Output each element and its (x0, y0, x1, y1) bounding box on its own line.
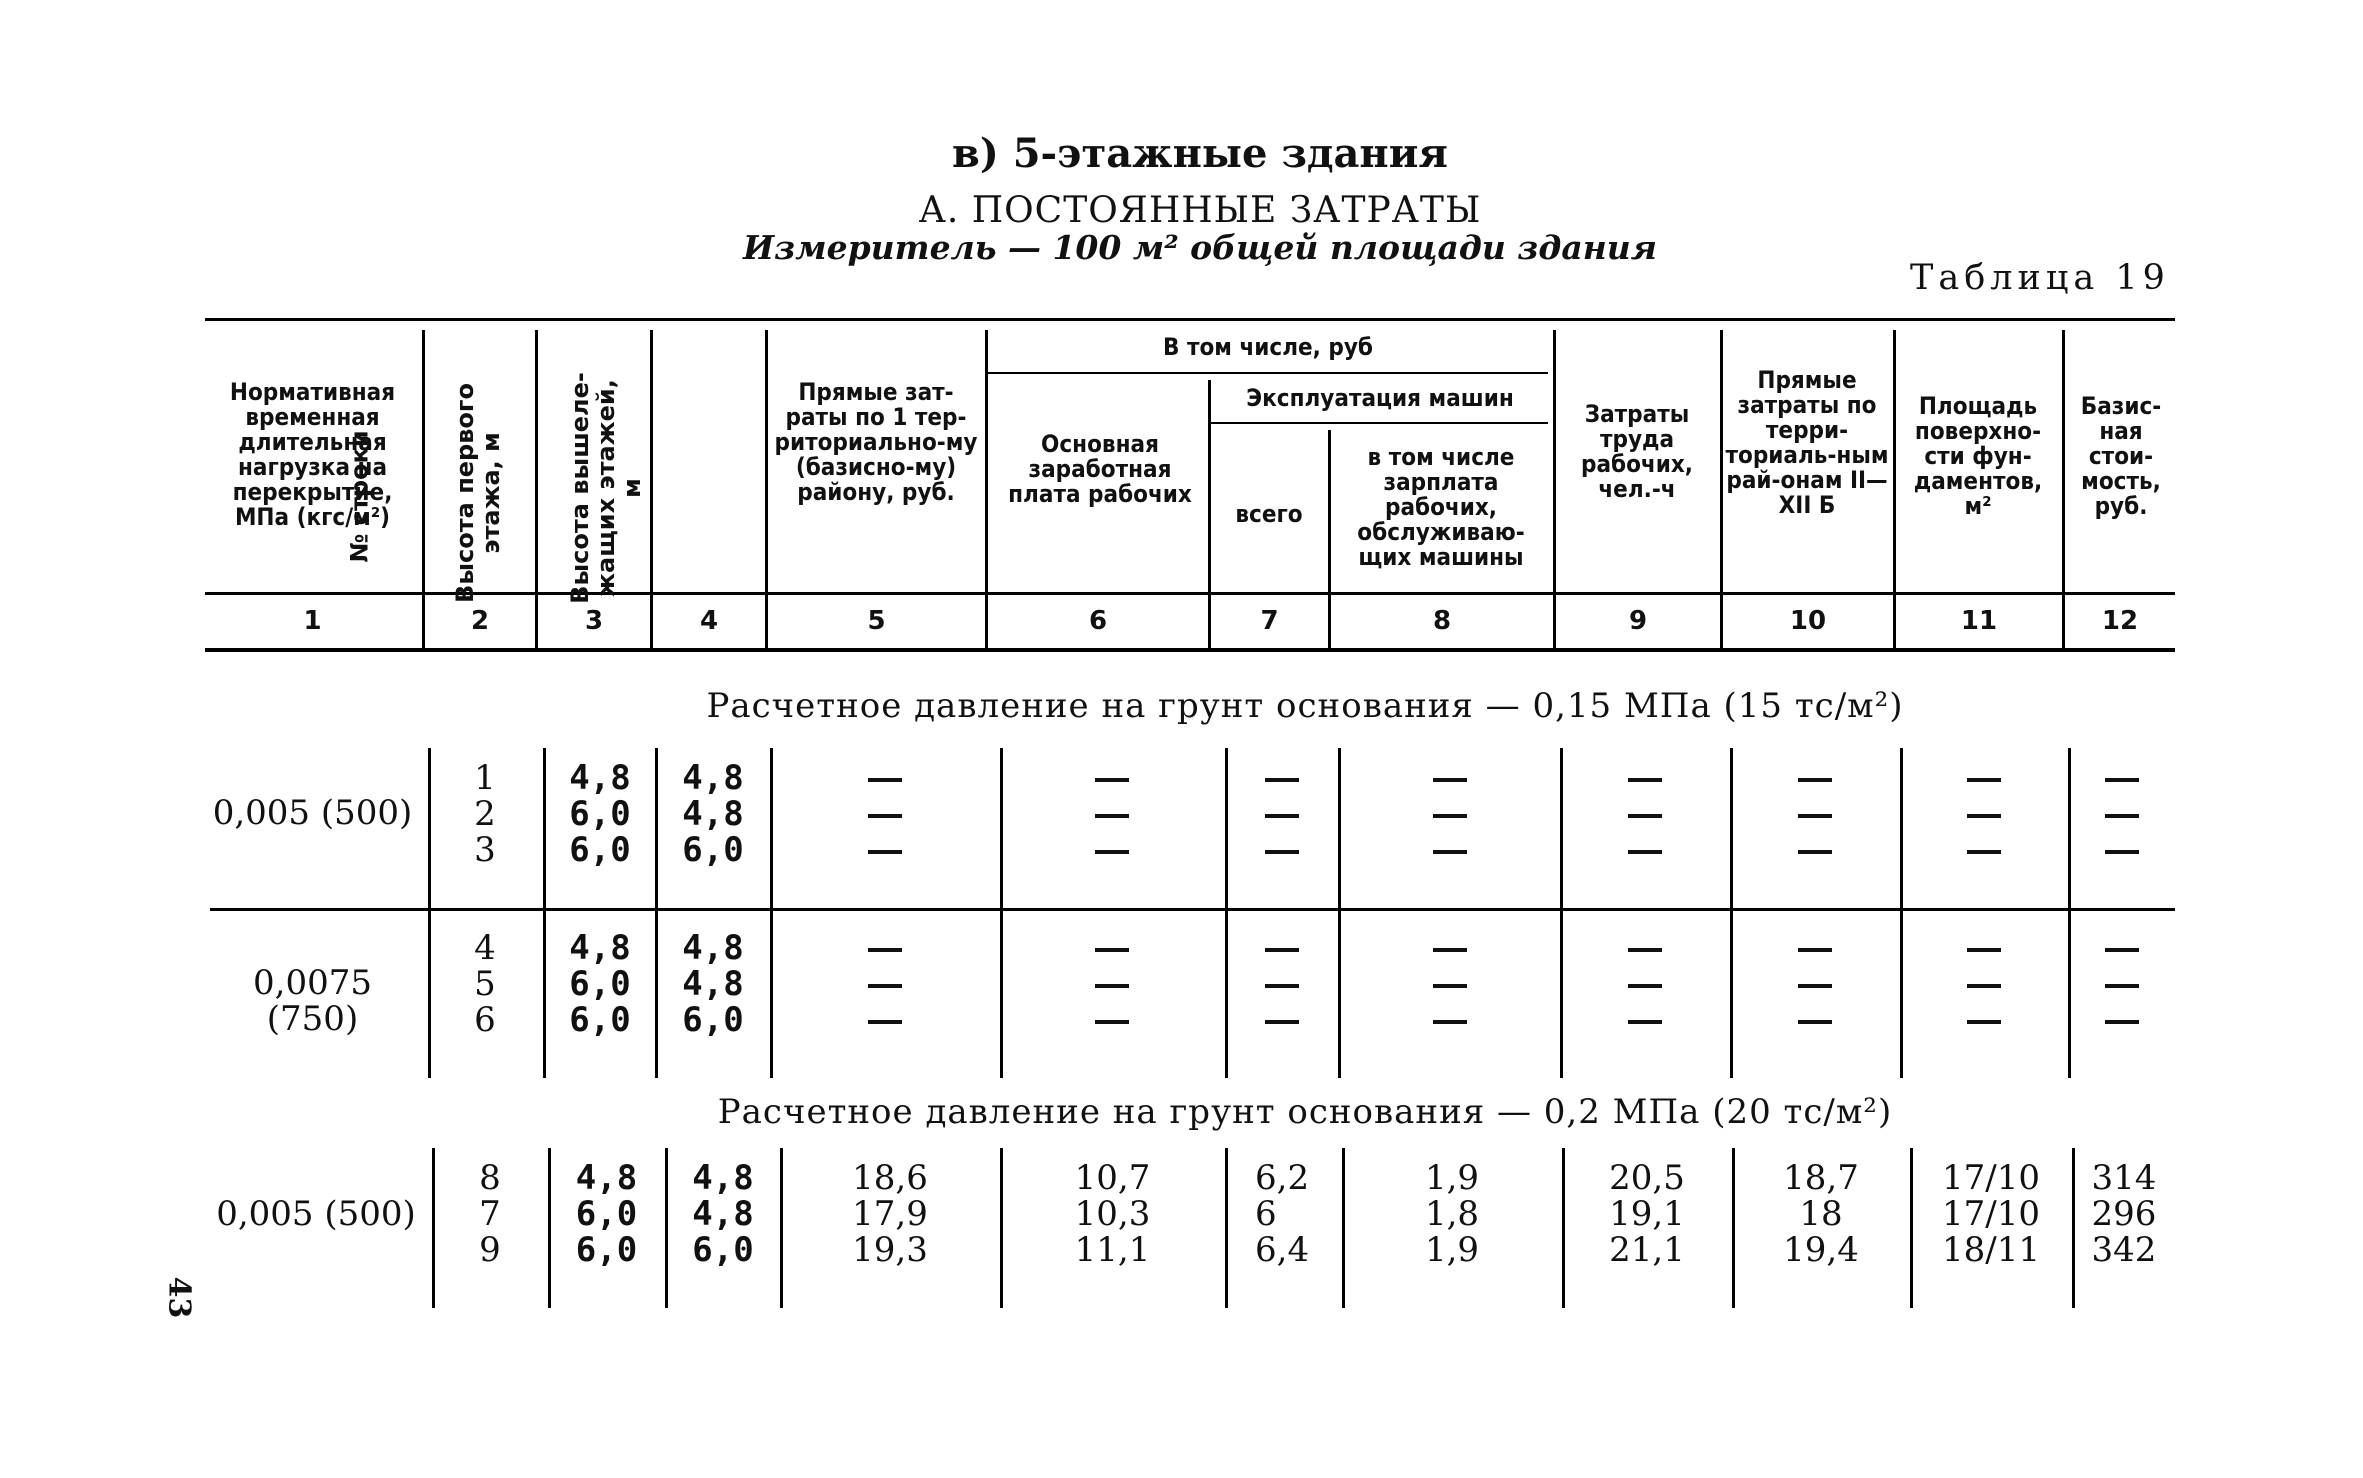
col-number: 2 (470, 606, 490, 636)
machine-wages-values: 1,9 1,8 1,9 (1424, 1158, 1480, 1270)
col-number: 5 (867, 606, 886, 636)
empty-value-dash (1095, 778, 1129, 782)
foundation-area-values: 17/10 17/10 18/11 (1942, 1158, 2040, 1270)
empty-value-dash (1265, 778, 1299, 782)
empty-value-dash (1967, 1020, 2001, 1024)
empty-value-dash (2105, 778, 2139, 782)
body-sep (1225, 748, 1228, 1078)
empty-value-dash (1433, 984, 1467, 988)
col-first-floor-header: Высота первого этажа, м (451, 383, 505, 603)
body-sep (1000, 748, 1003, 1078)
empty-value-dash (1265, 1020, 1299, 1024)
first-floor-heights: 4,8 6,0 6,0 (569, 758, 631, 870)
col-line-header: № строки (345, 430, 374, 563)
hdr-sep (650, 330, 653, 648)
body-sep (1900, 748, 1903, 1078)
hdr-sep (535, 330, 538, 648)
empty-value-dash (1265, 814, 1299, 818)
direct-costs-values: 18,6 17,9 19,3 (852, 1158, 928, 1270)
col-wages-header: Основная заработная плата рабочих (1008, 430, 1192, 508)
col-number: 6 (1088, 606, 1108, 636)
empty-value-dash (1967, 984, 2001, 988)
page-number: 43 (161, 1276, 197, 1319)
col-number: 3 (584, 606, 604, 636)
col-number: 1 (303, 606, 322, 636)
empty-value-dash (868, 778, 902, 782)
empty-value-dash (1628, 948, 1662, 952)
col-number: 8 (1432, 606, 1452, 636)
section-title: Расчетное давление на грунт основания — 0,15 МПа (15 тс/м²) (706, 686, 1904, 726)
hdr-sep (985, 330, 988, 648)
line-numbers: 4 5 6 (474, 928, 496, 1040)
empty-value-dash (2105, 984, 2139, 988)
col-number: 12 (2101, 606, 2139, 636)
base-cost-values: 314 296 342 (2091, 1158, 2157, 1270)
empty-value-dash (1967, 948, 2001, 952)
empty-value-dash (868, 850, 902, 854)
empty-value-dash (1628, 850, 1662, 854)
machines-total-values: 6,2 6 6,4 (1255, 1158, 1310, 1270)
empty-value-dash (1798, 778, 1832, 782)
empty-value-dash (1798, 1020, 1832, 1024)
body-sep (1560, 748, 1563, 1078)
col-base-cost-header: Базис-ная стои-мость, руб. (2080, 392, 2162, 520)
hdr-sep (1720, 330, 1723, 648)
empty-value-dash (1798, 984, 1832, 988)
empty-value-dash (1265, 984, 1299, 988)
col-number: 4 (699, 606, 719, 636)
machines-rule (1210, 422, 1548, 424)
line-numbers: 8 7 9 (479, 1158, 501, 1270)
section-title: Расчетное давление на грунт основания — 0,2 МПа (20 тс/м²) (717, 1092, 1893, 1132)
empty-value-dash (1095, 984, 1129, 988)
col-number: 7 (1260, 606, 1279, 636)
col-number: 11 (1960, 606, 1998, 636)
load-value: 0,0075 (750) (253, 963, 372, 1039)
empty-value-dash (1628, 778, 1662, 782)
col-number: 9 (1628, 606, 1648, 636)
empty-value-dash (1967, 850, 2001, 854)
hdr-sep (765, 330, 768, 648)
col-number: 10 (1789, 606, 1827, 636)
first-floor-heights: 4,8 6,0 6,0 (569, 928, 631, 1040)
load-value: 0,005 (500) (212, 793, 413, 833)
labor-values: 20,5 19,1 21,1 (1609, 1158, 1685, 1270)
col-direct-costs-header: Прямые зат-раты по 1 тер-риториально-му (базисно-му) району, руб. (774, 378, 978, 506)
empty-value-dash (2105, 948, 2139, 952)
col-foundation-area-header: Площадь поверхно-сти фун-даментов, м² (1913, 392, 2043, 520)
col-machine-wages-header: в том числе зарплата рабочих, обслуживаю-щих машины (1357, 443, 1525, 571)
empty-value-dash (2105, 1020, 2139, 1024)
upper-floor-heights: 4,8 4,8 6,0 (692, 1158, 754, 1270)
col-machines-total-header: всего (1235, 500, 1303, 528)
table-number: Таблица 19 (1910, 258, 2170, 298)
empty-value-dash (1095, 948, 1129, 952)
subheading: А. ПОСТОЯННЫЕ ЗАТРАТЫ (918, 190, 1482, 231)
empty-value-dash (1967, 814, 2001, 818)
empty-value-dash (1433, 778, 1467, 782)
col-upper-floors-header: Высота вышеле-жащих этажей, м (566, 372, 646, 604)
hdr-sep (2062, 330, 2065, 648)
load-value: 0,005 (500) (216, 1194, 416, 1234)
col-regional-costs-header: Прямые затраты по терри-ториаль-ным рай-онам II—XII Б (1725, 366, 1889, 519)
body-sep (1730, 748, 1733, 1078)
upper-floor-heights: 4,8 4,8 6,0 (682, 928, 744, 1040)
col-load-header: Нормативная временная длительная нагрузка на перекрытие, МПа (кгс/м²) (229, 378, 396, 531)
empty-value-dash (1798, 850, 1832, 854)
body-sep (1338, 748, 1341, 1078)
section-heading: в) 5-этажные здания (952, 130, 1448, 177)
col-machines-header: Эксплуатация машин (1246, 384, 1514, 412)
empty-value-dash (1433, 1020, 1467, 1024)
col-group-header: В том числе, руб (1162, 333, 1374, 361)
empty-value-dash (1798, 948, 1832, 952)
table-top-rule (205, 318, 2175, 321)
empty-value-dash (1433, 948, 1467, 952)
empty-value-dash (2105, 814, 2139, 818)
empty-value-dash (1433, 814, 1467, 818)
empty-value-dash (868, 1020, 902, 1024)
body-sep (770, 748, 773, 1078)
hdr-sep (1553, 330, 1556, 648)
measure-unit: Измеритель — 100 м² общей площади здания (742, 228, 1658, 267)
empty-value-dash (2105, 850, 2139, 854)
group-rule (988, 372, 1548, 374)
empty-value-dash (1095, 814, 1129, 818)
hdr-sep (422, 330, 425, 648)
empty-value-dash (1433, 850, 1467, 854)
group-separator (210, 908, 2175, 911)
empty-value-dash (868, 984, 902, 988)
wages-values: 10,7 10,3 11,1 (1074, 1158, 1151, 1270)
empty-value-dash (1265, 948, 1299, 952)
hdr-sep (1893, 330, 1896, 648)
first-floor-heights: 4,8 6,0 6,0 (575, 1158, 638, 1270)
empty-value-dash (1265, 850, 1299, 854)
empty-value-dash (868, 814, 902, 818)
regional-costs-values: 18,7 18 19,4 (1783, 1158, 1859, 1270)
empty-value-dash (868, 948, 902, 952)
empty-value-dash (1095, 1020, 1129, 1024)
empty-value-dash (1628, 814, 1662, 818)
upper-floor-heights: 4,8 4,8 6,0 (682, 758, 744, 870)
line-numbers: 1 2 3 (474, 758, 496, 870)
empty-value-dash (1095, 850, 1129, 854)
empty-value-dash (1798, 814, 1832, 818)
column-numbers-rule (205, 648, 2175, 652)
body-sep (2068, 748, 2071, 1078)
col-labor-header: Затраты труда рабочих, чел.-ч (1580, 400, 1694, 503)
empty-value-dash (1628, 1020, 1662, 1024)
empty-value-dash (1967, 778, 2001, 782)
empty-value-dash (1628, 984, 1662, 988)
